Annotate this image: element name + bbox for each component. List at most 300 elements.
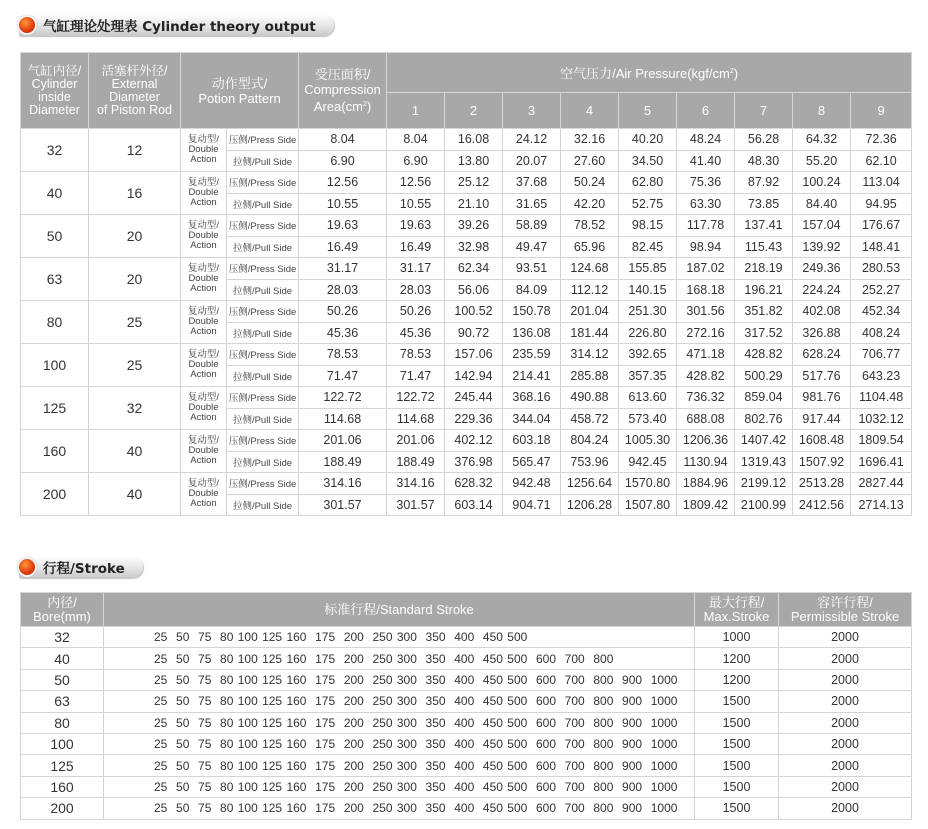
force-cell: 187.02 [677, 258, 735, 280]
force-cell: 368.16 [503, 387, 561, 409]
force-cell: 1256.64 [561, 473, 619, 495]
force-cell: 458.72 [561, 408, 619, 430]
force-cell: 402.12 [445, 430, 503, 452]
force-cell: 326.88 [793, 322, 851, 344]
force-cell: 78.53 [387, 344, 445, 366]
force-cell: 804.24 [561, 430, 619, 452]
force-cell: 196.21 [735, 279, 793, 301]
force-cell: 565.47 [503, 451, 561, 473]
table-row [21, 755, 912, 776]
section-title-text: 气缸理论处理表 Cylinder theory output [43, 19, 316, 35]
action-type-cell: 复动型/ Double Action [181, 215, 227, 258]
header-pressure-level: 6 [677, 93, 735, 129]
table-row [21, 129, 912, 151]
force-cell: 32.16 [561, 129, 619, 151]
force-cell: 64.32 [793, 129, 851, 151]
force-cell: 31.65 [503, 193, 561, 215]
area-cell: 188.49 [299, 451, 387, 473]
force-cell: 181.44 [561, 322, 619, 344]
force-cell: 1608.48 [793, 430, 851, 452]
permissible-stroke-cell: 2000 [779, 776, 912, 797]
pull-side-label: 拉侧/Pull Side [227, 322, 299, 344]
rod-cell: 16 [89, 172, 181, 215]
permissible-stroke-cell: 2000 [779, 755, 912, 776]
pull-side-label: 拉侧/Pull Side [227, 365, 299, 387]
force-cell: 344.04 [503, 408, 561, 430]
table-row [21, 215, 912, 237]
pull-side-label: 拉侧/Pull Side [227, 494, 299, 516]
header-bore: 气缸内径/ Cylinder inside Diameter [21, 53, 89, 129]
standard-stroke-cell: 25 50 75 80 100 125 160 175 200 250 300 350 400 450 500 600 700 800 900 1000 [104, 733, 695, 754]
force-cell: 471.18 [677, 344, 735, 366]
force-cell: 148.41 [851, 236, 912, 258]
force-cell: 20.07 [503, 150, 561, 172]
pull-side-label: 拉侧/Pull Side [227, 408, 299, 430]
force-cell: 71.47 [387, 365, 445, 387]
area-cell: 50.26 [299, 301, 387, 323]
bore-cell: 80 [21, 301, 89, 344]
force-cell: 90.72 [445, 322, 503, 344]
rod-cell: 40 [89, 473, 181, 516]
force-cell: 82.45 [619, 236, 677, 258]
force-cell: 40.20 [619, 129, 677, 151]
bore-cell: 100 [21, 344, 89, 387]
press-side-label: 压侧/Press Side [227, 473, 299, 495]
cylinder-theory-table [20, 52, 912, 516]
force-cell: 27.60 [561, 150, 619, 172]
force-cell: 942.45 [619, 451, 677, 473]
force-cell: 62.34 [445, 258, 503, 280]
force-cell: 16.08 [445, 129, 503, 151]
force-cell: 87.92 [735, 172, 793, 194]
bore-cell: 160 [21, 776, 104, 797]
force-cell: 2714.13 [851, 494, 912, 516]
max-stroke-cell: 1500 [695, 755, 779, 776]
force-cell: 6.90 [387, 150, 445, 172]
bore-cell: 80 [21, 712, 104, 733]
force-cell: 500.29 [735, 365, 793, 387]
header-pressure-level: 8 [793, 93, 851, 129]
area-cell: 201.06 [299, 430, 387, 452]
press-side-label: 压侧/Press Side [227, 172, 299, 194]
press-side-label: 压侧/Press Side [227, 430, 299, 452]
force-cell: 150.78 [503, 301, 561, 323]
force-cell: 301.56 [677, 301, 735, 323]
force-cell: 62.10 [851, 150, 912, 172]
force-cell: 603.18 [503, 430, 561, 452]
table-row [21, 473, 912, 495]
action-type-cell: 复动型/ Double Action [181, 387, 227, 430]
force-cell: 122.72 [387, 387, 445, 409]
standard-stroke-cell: 25 50 75 80 100 125 160 175 200 250 300 350 400 450 500 600 700 800 900 1000 [104, 776, 695, 797]
force-cell: 25.12 [445, 172, 503, 194]
max-stroke-cell: 1200 [695, 648, 779, 669]
force-cell: 452.34 [851, 301, 912, 323]
force-cell: 753.96 [561, 451, 619, 473]
force-cell: 42.20 [561, 193, 619, 215]
table-row [21, 648, 912, 669]
rod-cell: 25 [89, 301, 181, 344]
standard-stroke-cell: 25 50 75 80 100 125 160 175 200 250 300 350 400 450 500 [104, 627, 695, 648]
table-row [21, 430, 912, 452]
area-cell: 19.63 [299, 215, 387, 237]
bore-cell: 63 [21, 258, 89, 301]
section-title-text: 行程/Stroke [43, 561, 125, 577]
force-cell: 226.80 [619, 322, 677, 344]
force-cell: 56.28 [735, 129, 793, 151]
force-cell: 100.52 [445, 301, 503, 323]
force-cell: 98.15 [619, 215, 677, 237]
force-cell: 357.35 [619, 365, 677, 387]
press-side-label: 压侧/Press Side [227, 387, 299, 409]
table-row [21, 798, 912, 819]
header-pressure-level: 9 [851, 93, 912, 129]
force-cell: 402.08 [793, 301, 851, 323]
force-cell: 56.06 [445, 279, 503, 301]
header-pressure: 空气压力/Air $Pressure(kgf/cm^2)$ [387, 53, 912, 93]
bore-cell: 160 [21, 430, 89, 473]
force-cell: 155.85 [619, 258, 677, 280]
force-cell: 137.41 [735, 215, 793, 237]
force-cell: 1032.12 [851, 408, 912, 430]
force-cell: 84.40 [793, 193, 851, 215]
force-cell: 201.06 [387, 430, 445, 452]
force-cell: 8.04 [387, 129, 445, 151]
force-cell: 32.98 [445, 236, 503, 258]
bore-cell: 200 [21, 798, 104, 819]
permissible-stroke-cell: 2000 [779, 669, 912, 690]
press-side-label: 压侧/Press Side [227, 129, 299, 151]
area-cell: 45.36 [299, 322, 387, 344]
force-cell: 84.09 [503, 279, 561, 301]
force-cell: 285.88 [561, 365, 619, 387]
action-type-cell: 复动型/ Double Action [181, 258, 227, 301]
force-cell: 115.43 [735, 236, 793, 258]
force-cell: 157.06 [445, 344, 503, 366]
table-row [21, 627, 912, 648]
force-cell: 1809.54 [851, 430, 912, 452]
press-side-label: 压侧/Press Side [227, 344, 299, 366]
force-cell: 58.89 [503, 215, 561, 237]
force-cell: 10.55 [387, 193, 445, 215]
area-cell: 71.47 [299, 365, 387, 387]
header-pressure-level: 7 [735, 93, 793, 129]
force-cell: 49.47 [503, 236, 561, 258]
force-cell: 19.63 [387, 215, 445, 237]
force-cell: 114.68 [387, 408, 445, 430]
force-cell: 37.68 [503, 172, 561, 194]
header-pressure-level: 5 [619, 93, 677, 129]
force-cell: 139.92 [793, 236, 851, 258]
permissible-stroke-cell: 2000 [779, 627, 912, 648]
force-cell: 272.16 [677, 322, 735, 344]
force-cell: 201.04 [561, 301, 619, 323]
pull-side-label: 拉侧/Pull Side [227, 279, 299, 301]
force-cell: 252.27 [851, 279, 912, 301]
force-cell: 214.41 [503, 365, 561, 387]
area-cell: 8.04 [299, 129, 387, 151]
area-cell: 10.55 [299, 193, 387, 215]
max-stroke-cell: 1500 [695, 712, 779, 733]
standard-stroke-cell: 25 50 75 80 100 125 160 175 200 250 300 350 400 450 500 600 700 800 900 1000 [104, 755, 695, 776]
orange-bullet-icon [17, 15, 37, 35]
force-cell: 48.24 [677, 129, 735, 151]
force-cell: 65.96 [561, 236, 619, 258]
standard-stroke-cell: 25 50 75 80 100 125 160 175 200 250 300 350 400 450 500 600 700 800 900 1000 [104, 712, 695, 733]
force-cell: 981.76 [793, 387, 851, 409]
force-cell: 176.67 [851, 215, 912, 237]
force-cell: 643.23 [851, 365, 912, 387]
force-cell: 392.65 [619, 344, 677, 366]
orange-bullet-icon [17, 557, 37, 577]
press-side-label: 压侧/Press Side [227, 301, 299, 323]
section-title-stroke [19, 556, 143, 578]
force-cell: 351.82 [735, 301, 793, 323]
standard-stroke-cell: 25 50 75 80 100 125 160 175 200 250 300 350 400 450 500 600 700 800 [104, 648, 695, 669]
force-cell: 408.24 [851, 322, 912, 344]
area-cell: 122.72 [299, 387, 387, 409]
header-max-stroke: 最大行程/ Max.Stroke [695, 593, 779, 627]
force-cell: 75.36 [677, 172, 735, 194]
force-cell: 39.26 [445, 215, 503, 237]
bore-cell: 100 [21, 733, 104, 754]
table-row [21, 344, 912, 366]
force-cell: 55.20 [793, 150, 851, 172]
header-bore: 内径/ Bore(mm) [21, 593, 104, 627]
force-cell: 249.36 [793, 258, 851, 280]
force-cell: 428.82 [677, 365, 735, 387]
force-cell: 21.10 [445, 193, 503, 215]
force-cell: 1206.36 [677, 430, 735, 452]
action-type-cell: 复动型/ Double Action [181, 172, 227, 215]
force-cell: 688.08 [677, 408, 735, 430]
pull-side-label: 拉侧/Pull Side [227, 451, 299, 473]
force-cell: 2513.28 [793, 473, 851, 495]
force-cell: 136.08 [503, 322, 561, 344]
force-cell: 188.49 [387, 451, 445, 473]
rod-cell: 40 [89, 430, 181, 473]
area-cell: 12.56 [299, 172, 387, 194]
area-cell: 16.49 [299, 236, 387, 258]
press-side-label: 压侧/Press Side [227, 258, 299, 280]
force-cell: 1884.96 [677, 473, 735, 495]
force-cell: 94.95 [851, 193, 912, 215]
bore-cell: 40 [21, 648, 104, 669]
force-cell: 142.94 [445, 365, 503, 387]
force-cell: 628.24 [793, 344, 851, 366]
area-cell: 301.57 [299, 494, 387, 516]
force-cell: 168.18 [677, 279, 735, 301]
force-cell: 45.36 [387, 322, 445, 344]
section-title-theory [19, 14, 334, 36]
force-cell: 235.59 [503, 344, 561, 366]
table-row [21, 258, 912, 280]
action-type-cell: 复动型/ Double Action [181, 344, 227, 387]
table-row [21, 691, 912, 712]
force-cell: 12.56 [387, 172, 445, 194]
force-cell: 28.03 [387, 279, 445, 301]
force-cell: 218.19 [735, 258, 793, 280]
bore-cell: 125 [21, 755, 104, 776]
force-cell: 62.80 [619, 172, 677, 194]
max-stroke-cell: 1500 [695, 776, 779, 797]
action-type-cell: 复动型/ Double Action [181, 473, 227, 516]
force-cell: 376.98 [445, 451, 503, 473]
table-row [21, 301, 912, 323]
force-cell: 904.71 [503, 494, 561, 516]
permissible-stroke-cell: 2000 [779, 691, 912, 712]
area-cell: 114.68 [299, 408, 387, 430]
area-cell: 78.53 [299, 344, 387, 366]
force-cell: 490.88 [561, 387, 619, 409]
force-cell: 48.30 [735, 150, 793, 172]
force-cell: 41.40 [677, 150, 735, 172]
area-cell: 28.03 [299, 279, 387, 301]
standard-stroke-cell: 25 50 75 80 100 125 160 175 200 250 300 350 400 450 500 600 700 800 900 1000 [104, 669, 695, 690]
force-cell: 2827.44 [851, 473, 912, 495]
force-cell: 573.40 [619, 408, 677, 430]
force-cell: 2199.12 [735, 473, 793, 495]
action-type-cell: 复动型/ Double Action [181, 129, 227, 172]
pull-side-label: 拉侧/Pull Side [227, 193, 299, 215]
force-cell: 301.57 [387, 494, 445, 516]
force-cell: 100.24 [793, 172, 851, 194]
force-cell: 1319.43 [735, 451, 793, 473]
force-cell: 16.49 [387, 236, 445, 258]
force-cell: 736.32 [677, 387, 735, 409]
permissible-stroke-cell: 2000 [779, 733, 912, 754]
force-cell: 251.30 [619, 301, 677, 323]
force-cell: 1407.42 [735, 430, 793, 452]
force-cell: 428.82 [735, 344, 793, 366]
bore-cell: 50 [21, 669, 104, 690]
permissible-stroke-cell: 2000 [779, 712, 912, 733]
force-cell: 1696.41 [851, 451, 912, 473]
header-pressure-level: 1 [387, 93, 445, 129]
rod-cell: 32 [89, 387, 181, 430]
table-row [21, 387, 912, 409]
force-cell: 1104.48 [851, 387, 912, 409]
force-cell: 124.68 [561, 258, 619, 280]
force-cell: 314.12 [561, 344, 619, 366]
force-cell: 613.60 [619, 387, 677, 409]
max-stroke-cell: 1500 [695, 733, 779, 754]
force-cell: 98.94 [677, 236, 735, 258]
pull-side-label: 拉侧/Pull Side [227, 150, 299, 172]
bore-cell: 32 [21, 129, 89, 172]
permissible-stroke-cell: 2000 [779, 648, 912, 669]
force-cell: 245.44 [445, 387, 503, 409]
table-row [21, 712, 912, 733]
force-cell: 802.76 [735, 408, 793, 430]
force-cell: 93.51 [503, 258, 561, 280]
header-pressure-level: 3 [503, 93, 561, 129]
force-cell: 50.24 [561, 172, 619, 194]
force-cell: 50.26 [387, 301, 445, 323]
force-cell: 317.52 [735, 322, 793, 344]
rod-cell: 20 [89, 215, 181, 258]
standard-stroke-cell: 25 50 75 80 100 125 160 175 200 250 300 350 400 450 500 600 700 800 900 1000 [104, 691, 695, 712]
force-cell: 2100.99 [735, 494, 793, 516]
table-row [21, 776, 912, 797]
force-cell: 1507.80 [619, 494, 677, 516]
force-cell: 140.15 [619, 279, 677, 301]
standard-stroke-cell: 25 50 75 80 100 125 160 175 200 250 300 350 400 450 500 600 700 800 900 1000 [104, 798, 695, 819]
header-permissible-stroke: 容许行程/ Permissible Stroke [779, 593, 912, 627]
force-cell: 917.44 [793, 408, 851, 430]
max-stroke-cell: 1000 [695, 627, 779, 648]
bore-cell: 40 [21, 172, 89, 215]
area-cell: 31.17 [299, 258, 387, 280]
force-cell: 1809.42 [677, 494, 735, 516]
bore-cell: 125 [21, 387, 89, 430]
force-cell: 78.52 [561, 215, 619, 237]
force-cell: 113.04 [851, 172, 912, 194]
force-cell: 603.14 [445, 494, 503, 516]
force-cell: 517.76 [793, 365, 851, 387]
rod-cell: 25 [89, 344, 181, 387]
force-cell: 1206.28 [561, 494, 619, 516]
rod-cell: 20 [89, 258, 181, 301]
table-row [21, 669, 912, 690]
max-stroke-cell: 1500 [695, 798, 779, 819]
force-cell: 73.85 [735, 193, 793, 215]
force-cell: 224.24 [793, 279, 851, 301]
bore-cell: 32 [21, 627, 104, 648]
press-side-label: 压侧/Press Side [227, 215, 299, 237]
bore-cell: 63 [21, 691, 104, 712]
table-row [21, 172, 912, 194]
force-cell: 314.16 [387, 473, 445, 495]
max-stroke-cell: 1500 [695, 691, 779, 712]
stroke-table [20, 592, 912, 820]
force-cell: 229.36 [445, 408, 503, 430]
max-stroke-cell: 1200 [695, 669, 779, 690]
force-cell: 24.12 [503, 129, 561, 151]
bore-cell: 200 [21, 473, 89, 516]
force-cell: 157.04 [793, 215, 851, 237]
action-type-cell: 复动型/ Double Action [181, 430, 227, 473]
force-cell: 112.12 [561, 279, 619, 301]
force-cell: 31.17 [387, 258, 445, 280]
force-cell: 34.50 [619, 150, 677, 172]
force-cell: 1005.30 [619, 430, 677, 452]
force-cell: 280.53 [851, 258, 912, 280]
force-cell: 63.30 [677, 193, 735, 215]
permissible-stroke-cell: 2000 [779, 798, 912, 819]
force-cell: 1130.94 [677, 451, 735, 473]
force-cell: 706.77 [851, 344, 912, 366]
force-cell: 13.80 [445, 150, 503, 172]
force-cell: 1507.92 [793, 451, 851, 473]
header-pressure-level: 4 [561, 93, 619, 129]
force-cell: 72.36 [851, 129, 912, 151]
header-pattern: 动作型式/ Potion Pattern [181, 53, 299, 129]
force-cell: 117.78 [677, 215, 735, 237]
force-cell: 942.48 [503, 473, 561, 495]
force-cell: 859.04 [735, 387, 793, 409]
rod-cell: 12 [89, 129, 181, 172]
force-cell: 2412.56 [793, 494, 851, 516]
header-pressure-level: 2 [445, 93, 503, 129]
action-type-cell: 复动型/ Double Action [181, 301, 227, 344]
force-cell: 628.32 [445, 473, 503, 495]
header-rod: 活塞杆外径/ External Diameter of Piston Rod [89, 53, 181, 129]
header-standard-stroke: 标准行程/Standard Stroke [104, 593, 695, 627]
force-cell: 52.75 [619, 193, 677, 215]
area-cell: 314.16 [299, 473, 387, 495]
pull-side-label: 拉侧/Pull Side [227, 236, 299, 258]
